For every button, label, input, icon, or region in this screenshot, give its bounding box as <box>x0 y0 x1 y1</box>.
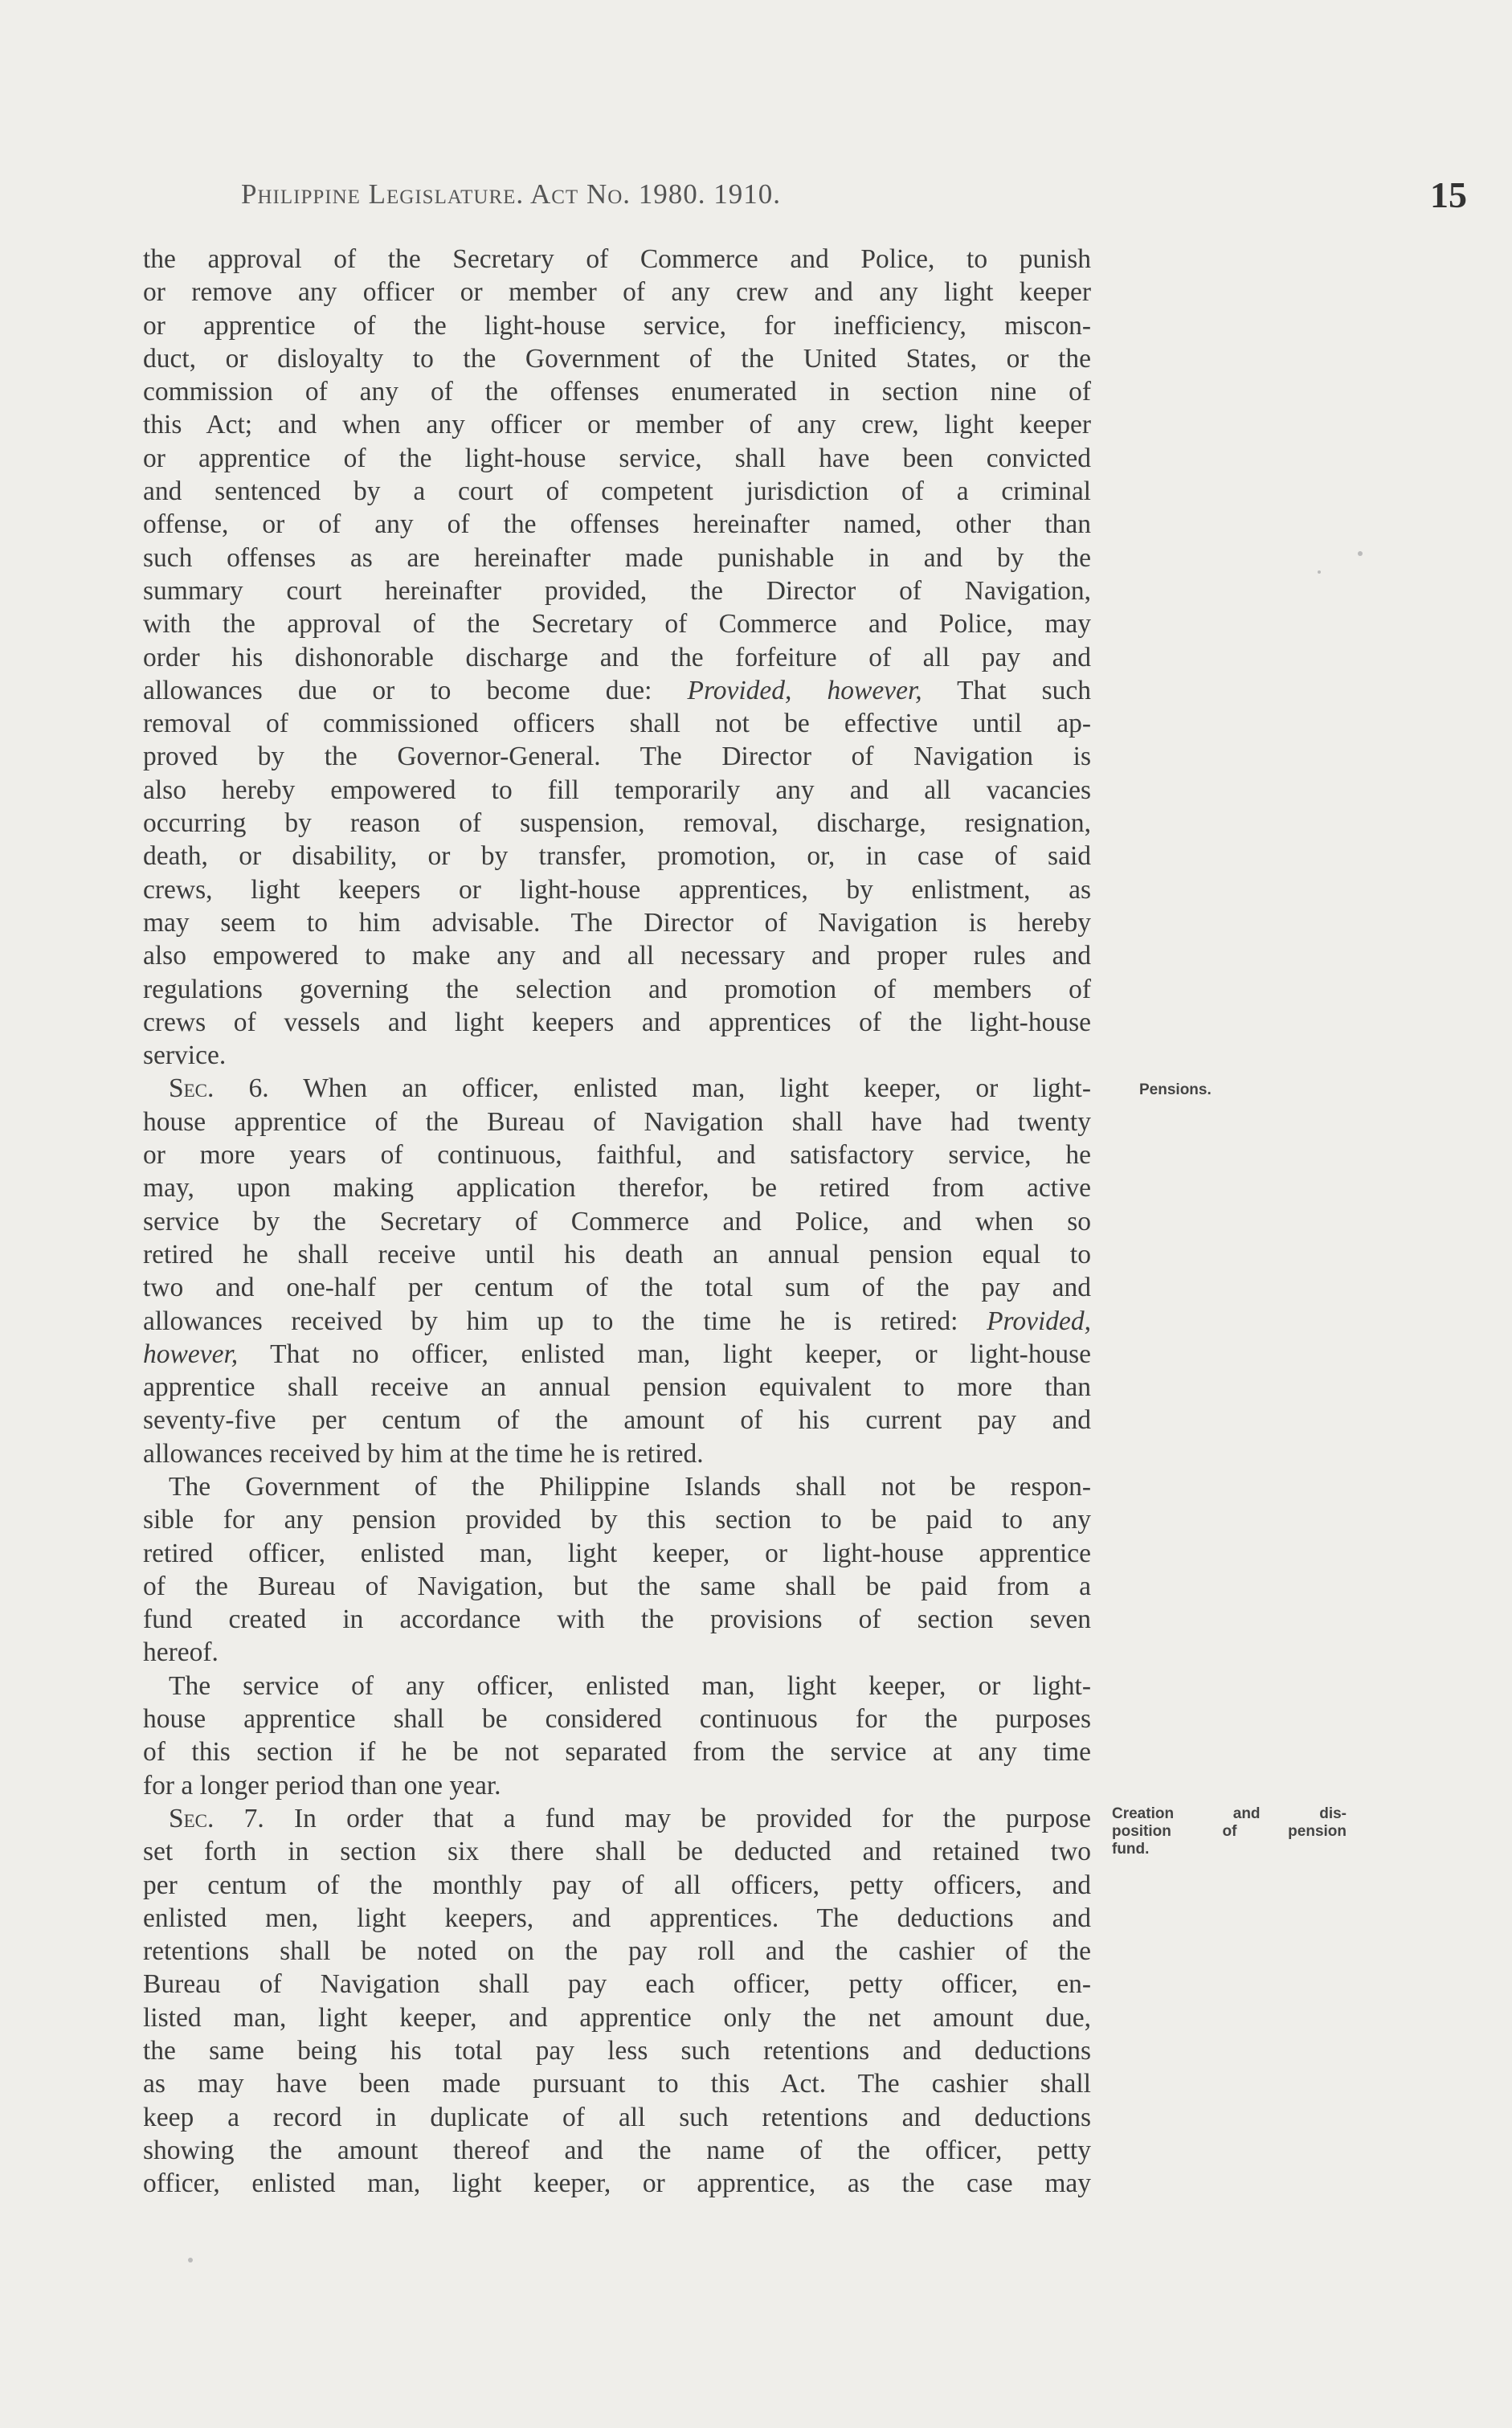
text-line: set forth in section six there shall be deducted and retained two <box>143 1837 1091 1867</box>
text-line: retired he shall receive until his death an annual pension equal to <box>143 1239 1091 1269</box>
margin-note-line: position of pension <box>1112 1823 1346 1840</box>
text-line: occurring by reason of suspension, removal, discharge, resignation, <box>143 808 1091 839</box>
text-line: also empowered to make any and all necessary and proper rules and <box>143 941 1091 971</box>
text-line: summary court hereinafter provided, the Director of Navigation, <box>143 575 1091 606</box>
text-line: two and one-half per centum of the total sum of the pay and <box>143 1273 1091 1303</box>
margin-note-line: fund. <box>1112 1841 1150 1858</box>
running-head-text: Philippine Legislature. Act No. 1980. 1910. <box>241 178 782 210</box>
text-line <box>143 1305 1091 1338</box>
text-line: allowances received by him at the time he is retired. <box>143 1438 704 1469</box>
text-line: Bureau of Navigation shall pay each officer, petty officer, en- <box>143 1969 1091 2000</box>
text-run: That such <box>922 675 1092 705</box>
section-7-start <box>143 1802 1091 1835</box>
text-line: sible for any pension provided by this section to be paid to any <box>143 1505 1091 1535</box>
text-line: and sentenced by a court of competent jurisdiction of a criminal <box>143 476 1091 507</box>
text-line: seventy-five per centum of the amount of his current pay and <box>143 1405 1091 1436</box>
text-line: or more years of continuous, faithful, and satisfactory service, he <box>143 1140 1091 1171</box>
text-line: house apprentice shall be considered continuous for the purposes <box>143 1704 1091 1735</box>
text-line: of the Bureau of Navigation, but the same shall be paid from a <box>143 1571 1091 1601</box>
text-line: offense, or of any of the offenses hereinafter named, other than <box>143 509 1091 540</box>
text-line: officer, enlisted man, light keeper, or apprentice, as the case may <box>143 2168 1091 2199</box>
text-line: removal of commissioned officers shall not be effective until ap- <box>143 709 1091 739</box>
text-line: house apprentice of the Bureau of Navigation shall have had twenty <box>143 1106 1091 1137</box>
text-run: allowances received by him up to the time he is retired: <box>143 1306 987 1336</box>
text-line: the same being his total pay less such retentions and deductions <box>143 2036 1091 2066</box>
paper-speck <box>188 2258 193 2262</box>
text-line <box>143 1338 1091 1371</box>
text-run: 7. In order that a fund may be provided for the purpose <box>214 1803 1091 1833</box>
text-line: with the approval of the Secretary of Commerce and Police, may <box>143 609 1091 640</box>
text-line: The Government of the Philippine Islands shall not be respon- <box>169 1471 1091 1502</box>
body-text <box>143 243 1091 2201</box>
text-run: That no officer, enlisted man, light keeper, or light-house <box>238 1339 1091 1369</box>
text-line: commission of any of the offenses enumerated in section nine of <box>143 377 1091 407</box>
text-line: per centum of the monthly pay of all officers, petty officers, and <box>143 1870 1091 1900</box>
text-line: crews, light keepers or light-house apprentices, by enlistment, as <box>143 874 1091 905</box>
text-line: The service of any officer, enlisted man, light keeper, or light- <box>169 1670 1091 1701</box>
text-line: or apprentice of the light-house service, shall have been convicted <box>143 443 1091 473</box>
text-line: duct, or disloyalty to the Government of the United States, or the <box>143 343 1091 374</box>
text-line: this Act; and when any officer or member of any crew, light keeper <box>143 410 1091 440</box>
proviso-italic: Provided, however, <box>687 675 922 705</box>
text-line: also hereby empowered to fill temporarily any and all vacancies <box>143 775 1091 805</box>
text-line <box>143 674 1091 707</box>
text-line: may, upon making application therefor, be retired from active <box>143 1173 1091 1204</box>
text-line: regulations governing the selection and promotion of members of <box>143 974 1091 1004</box>
text-line: crews of vessels and light keepers and apprentices of the light-house <box>143 1007 1091 1037</box>
text-line: listed man, light keeper, and apprentice only the net amount due, <box>143 2002 1091 2033</box>
text-line: of this section if he be not separated from the service at any time <box>143 1737 1091 1768</box>
text-line: showing the amount thereof and the name of the officer, petty <box>143 2135 1091 2165</box>
section-label: Sec. <box>169 1073 215 1104</box>
margin-note-line: Creation and dis- <box>1112 1805 1346 1822</box>
text-line: retired officer, enlisted man, light keeper, or light-house apprentice <box>143 1538 1091 1568</box>
proviso-italic: however, <box>143 1339 239 1369</box>
text-line: order his dishonorable discharge and the forfeiture of all pay and <box>143 642 1091 672</box>
text-line: service by the Secretary of Commerce and Police, and when so <box>143 1206 1091 1236</box>
text-line: or apprentice of the light-house service, for inefficiency, miscon- <box>143 310 1091 341</box>
text-line: as may have been made pursuant to this Act. The cashier shall <box>143 2069 1091 2099</box>
paper-speck <box>1318 570 1321 574</box>
page-number: 15 <box>1430 174 1467 215</box>
text-line: keep a record in duplicate of all such retentions and deductions <box>143 2102 1091 2132</box>
text-line: death, or disability, or by transfer, promotion, or, in case of said <box>143 841 1091 872</box>
text-line: fund created in accordance with the provisions of section seven <box>143 1604 1091 1635</box>
paper-speck <box>1358 551 1363 556</box>
text-line: such offenses as are hereinafter made punishable in and by the <box>143 542 1091 573</box>
text-line: retentions shall be noted on the pay roll and the cashier of the <box>143 1936 1091 1967</box>
text-line: proved by the Governor-General. The Director of Navigation is <box>143 742 1091 772</box>
margin-note-creation <box>1112 1805 1346 1858</box>
text-line: for a longer period than one year. <box>143 1770 501 1801</box>
text-line: hereof. <box>143 1637 219 1668</box>
section-label: Sec. <box>169 1803 215 1833</box>
text-line: or remove any officer or member of any crew and any light keeper <box>143 277 1091 308</box>
text-line: enlisted men, light keepers, and apprentices. The deductions and <box>143 1903 1091 1933</box>
text-run: 6. When an officer, enlisted man, light keeper, or light- <box>214 1073 1091 1104</box>
text-line: apprentice shall receive an annual pension equivalent to more than <box>143 1372 1091 1403</box>
margin-note-pensions: Pensions. <box>1139 1081 1212 1098</box>
proviso-italic: Provided, <box>987 1306 1091 1336</box>
text-line: the approval of the Secretary of Commerce and Police, to punish <box>143 244 1091 274</box>
text-line: may seem to him advisable. The Director of Navigation is hereby <box>143 907 1091 938</box>
section-6-start <box>143 1072 1091 1105</box>
text-run: allowances due or to become due: <box>143 675 688 705</box>
running-head <box>241 178 781 211</box>
text-line: service. <box>143 1040 227 1071</box>
